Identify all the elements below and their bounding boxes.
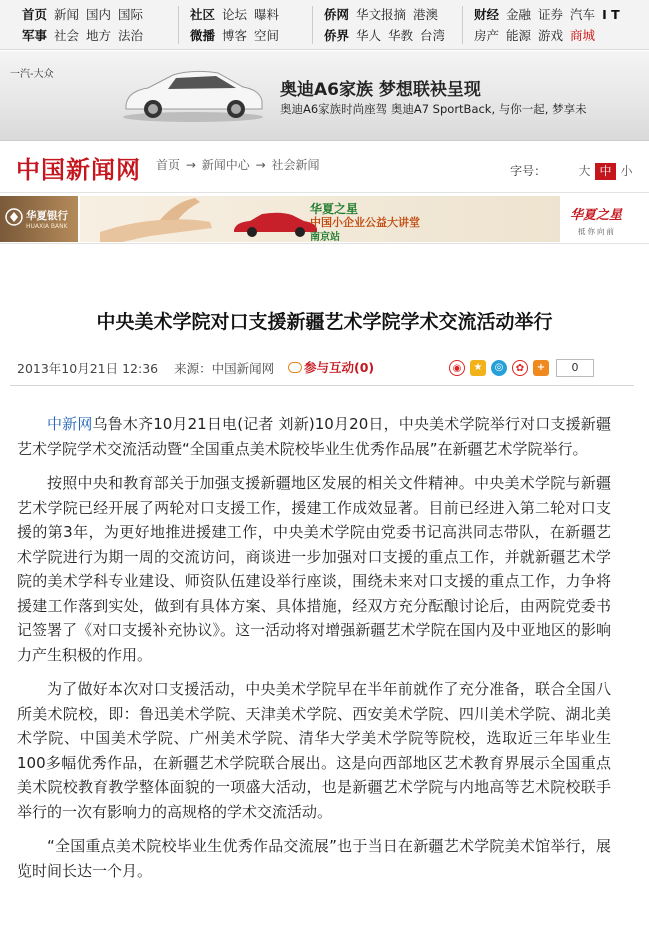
paragraph-text: 乌鲁木齐10月21日电(记者 刘新)10月20日，中央美术学院举行对口支援新疆艺术学院学术交流活动暨“全国重点美术院校毕业生优秀作品展”在新疆艺术学院举行。 (17, 415, 611, 458)
nav-group-finance (474, 4, 627, 46)
nav-link-local[interactable]: 地方 (86, 28, 112, 43)
nav-link-law[interactable]: 法治 (118, 28, 144, 43)
nav-link-hkmacau[interactable]: 港澳 (413, 7, 439, 22)
nav-link-society[interactable]: 社会 (54, 28, 80, 43)
more-share-icon[interactable]: + (533, 360, 549, 376)
nav-link-tips[interactable]: 曝料 (254, 7, 280, 22)
nav-link-huajiao[interactable]: 华教 (388, 28, 414, 43)
huaxia-bank-emblem-icon (5, 208, 23, 226)
renren-share-icon[interactable]: ✿ (512, 360, 528, 376)
nav-link-banking[interactable]: 金融 (506, 7, 532, 22)
nav-group-community (190, 4, 286, 46)
nav-link-realestate[interactable]: 房产 (474, 28, 500, 43)
breadcrumb-society-news[interactable]: 社会新闻 (271, 158, 320, 172)
toy-car-image (230, 210, 320, 238)
nav-link-energy[interactable]: 能源 (506, 28, 532, 43)
article-paragraph: “全国重点美术院校毕业生优秀作品交流展”也于当日在新疆艺术学院美术馆举行，展览时间长达一个月。 (17, 837, 611, 880)
bank-name: 华夏银行 (26, 210, 68, 222)
faw-vw-logo: 一汽-大众 (10, 69, 54, 80)
article-title: 中央美术学院对口支援新疆艺术学院学术交流活动举行 (96, 311, 553, 333)
nav-link-huaren[interactable]: 华人 (356, 28, 382, 43)
nav-link-international[interactable]: 国际 (118, 7, 144, 22)
font-size-medium-button[interactable]: 中 (595, 163, 616, 180)
breadcrumb-arrow-icon: → (255, 158, 266, 172)
huaxia-bank-logo-panel (0, 196, 78, 242)
nav-link-qiaowang[interactable]: 侨网 (324, 7, 350, 22)
comment-link[interactable] (288, 358, 374, 376)
chinanews-logo[interactable]: 中国新闻网 (16, 155, 141, 184)
font-size-large-button[interactable]: 大 (578, 164, 591, 178)
breadcrumb-arrow-icon: → (185, 158, 196, 172)
nav-link-home[interactable]: 首页 (22, 7, 48, 22)
top-navigation (0, 0, 649, 50)
nav-link-military[interactable]: 军事 (22, 28, 48, 43)
bank-ad-subheadline: 中国小企业公益大讲堂 (310, 216, 420, 229)
bank-ad-slogan: 抵你向前 (578, 227, 616, 236)
tencent-weibo-share-icon[interactable]: ◎ (491, 360, 507, 376)
nav-link-auto[interactable]: 汽车 (570, 7, 596, 22)
bank-ad-right-panel (564, 196, 646, 242)
nav-link-community[interactable]: 社区 (190, 7, 216, 22)
article-paragraph: 按照中央和教育部关于加强支援新疆地区发展的相关文件精神。中央美术学院与新疆艺术学院已经开展了两轮对口支援工作，援建工作成效显著。目前已经进入第二轮对口支援的第3年，为更好地推进援建工作，中央美术学院由党委书记高洪同志带队，在新疆艺术学院进行为期一周的交流访问，商谈进一步加强对口支援的重点工作，并就新疆艺术学院的美术学科专业建设、师资队伍建设举行座谈，围绕未来对口支援的重点工作，力争将援建工作落到实处，做到有具体方案、具体措施，经双方充分酝酿讨论后，由两院党委书记签署了《对口支援补充协议》。这一活动将对增强新疆艺术学院在国内及中亚地区的影响力产生积极的作用。 (17, 474, 611, 664)
nav-link-mall[interactable]: 商城 (570, 28, 596, 43)
nav-link-games[interactable]: 游戏 (538, 28, 564, 43)
bank-ad-headline: 华夏之星 (310, 202, 359, 216)
bank-english-name: HUAXIA BANK (26, 223, 68, 230)
nav-link-blog[interactable]: 博客 (222, 28, 248, 43)
nav-link-weibo[interactable]: 微播 (190, 28, 216, 43)
breadcrumb-home[interactable]: 首页 (156, 158, 181, 172)
nav-link-qiaojie[interactable]: 侨界 (324, 28, 350, 43)
nav-link-space[interactable]: 空间 (254, 28, 280, 43)
font-size-label: 字号： (510, 164, 547, 178)
audi-ad-subtitle: 奥迪A6家族时尚座驾 奥迪A7 SportBack, 与你一起, 梦享未 (280, 102, 587, 116)
nav-link-it[interactable]: I T (602, 7, 620, 22)
article-body (17, 412, 611, 893)
comment-link-label: 参与互动(0) (304, 360, 375, 375)
meta-divider (10, 385, 634, 386)
nav-group-news (22, 4, 150, 46)
breadcrumb (156, 156, 321, 173)
font-size-switcher (510, 162, 637, 180)
publish-date: 2013年10月21日 12:36 (17, 361, 159, 376)
car-image (118, 61, 268, 123)
nav-link-finance[interactable]: 财经 (474, 7, 500, 22)
nav-link-digest[interactable]: 华文报摘 (356, 7, 407, 22)
hand-image (100, 196, 220, 242)
source-link[interactable]: 中新网 (47, 415, 93, 433)
article-paragraph: 为了做好本次对口支援活动，中央美术学院早在半年前就作了充分准备，联合全国八所美术院校，即：鲁迅美术学院、天津美术学院、西安美术学院、四川美术学院、湖北美术学院、中国美术学院、广州美术学院、清华大学美术学院等院校，选取近三年毕业生100多幅优秀作品，在新疆艺术学院联合展出。这是向西部地区艺术教育界展示全国重点美术院校教育教学整体面貌的一项盛大活动，也是新疆艺术学院与内地高等艺术院校联手举行的一次有影响力的高规格的学术交流活动。 (17, 680, 611, 821)
nav-link-news[interactable]: 新闻 (54, 7, 80, 22)
nav-link-stocks[interactable]: 证券 (538, 7, 564, 22)
nav-divider (462, 6, 463, 44)
comment-bubble-icon (288, 362, 302, 373)
audi-ad-title: 奥迪A6家族 梦想联袂呈现 (280, 80, 481, 100)
nav-group-overseas (324, 4, 452, 46)
nav-divider (178, 6, 179, 44)
article-source: 来源：中国新闻网 (174, 361, 275, 376)
audi-ad-banner[interactable] (0, 51, 649, 141)
huaxia-bank-ad-banner[interactable] (0, 192, 649, 244)
nav-link-forum[interactable]: 论坛 (222, 7, 248, 22)
bank-ad-location: 南京站 (310, 232, 340, 242)
share-bar (449, 357, 594, 375)
article-paragraph (17, 412, 611, 461)
qzone-share-icon[interactable]: ★ (470, 360, 486, 376)
bank-ad-brand: 华夏之星 (570, 208, 623, 223)
nav-link-domestic[interactable]: 国内 (86, 7, 112, 22)
bank-ad-middle (80, 196, 560, 242)
font-size-small-button[interactable]: 小 (620, 164, 633, 178)
nav-link-taiwan[interactable]: 台湾 (420, 28, 446, 43)
nav-divider (312, 6, 313, 44)
share-count: 0 (556, 359, 594, 377)
weibo-share-icon[interactable]: ◉ (449, 360, 465, 376)
site-header (0, 142, 649, 190)
article-meta (17, 359, 286, 377)
breadcrumb-news-center[interactable]: 新闻中心 (201, 158, 250, 172)
